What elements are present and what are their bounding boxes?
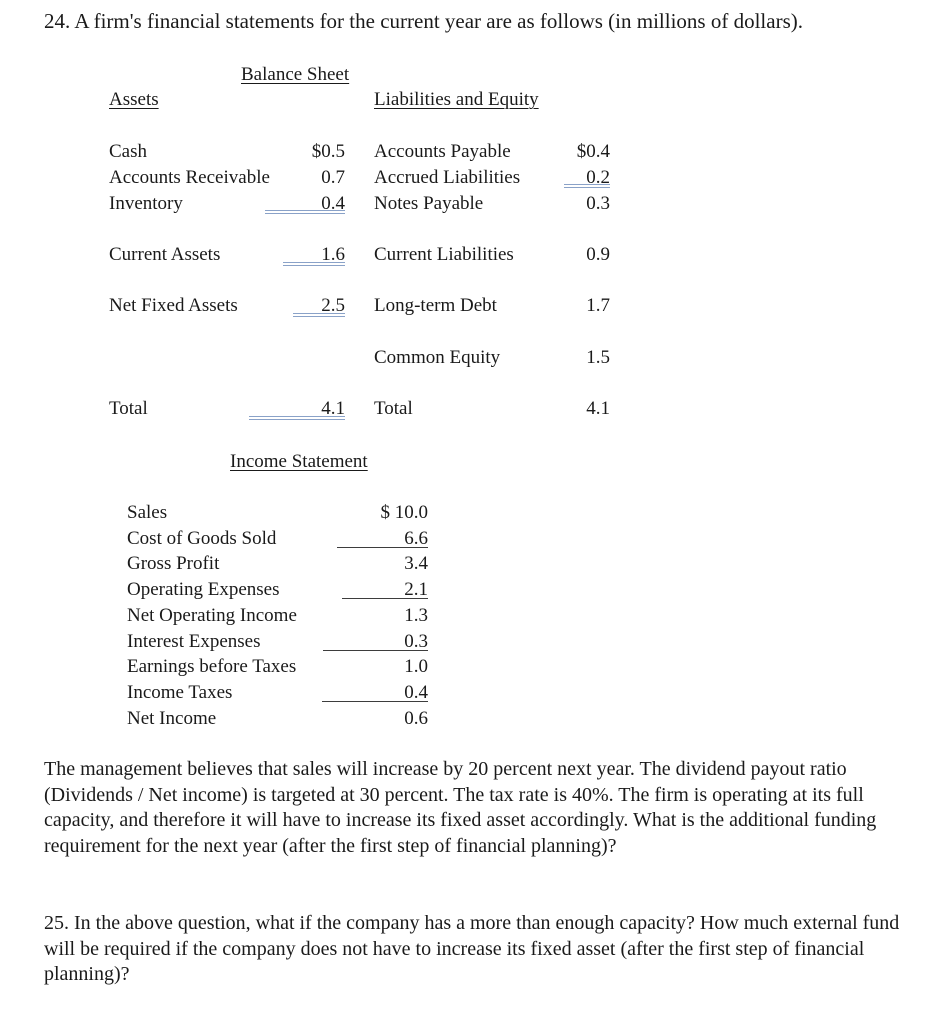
current-liabilities-value: 0.9: [586, 244, 610, 265]
interest-expenses-label: Interest Expenses: [127, 631, 261, 652]
cash-value: $0.5: [311, 141, 345, 162]
liabilities-equity-header: Liabilities and Equity: [374, 89, 539, 110]
accrued-liabilities-label: Accrued Liabilities: [374, 167, 521, 188]
net-fixed-assets-underline: [293, 313, 345, 317]
question-24-paragraph: The management believes that sales will increase by 20 percent next year. The dividend payout ratio (Dividends / Net income) is targeted at 30 percent. The tax rate is 40%. The firm is operating at its full capacity, and therefore it will have to increase its fixed asset accordingly. What is the additional funding requirement for the next year (after the first step of financial planning)?: [44, 758, 877, 857]
current-assets-label: Current Assets: [109, 244, 221, 265]
cogs-underline: [337, 547, 428, 548]
accounts-payable-label: Accounts Payable: [374, 141, 511, 162]
question-24-intro: 24. A firm's financial statements for the current year are as follows (in millions of dollars).: [44, 9, 803, 33]
balance-sheet-title: Balance Sheet: [241, 64, 350, 85]
total-liabilities-equity-value: 4.1: [586, 398, 610, 419]
accrued-liabilities-value: 0.2: [586, 167, 610, 188]
sales-label: Sales: [127, 502, 168, 523]
accounts-receivable-label: Accounts Receivable: [109, 167, 270, 188]
sales-value: $ 10.0: [380, 502, 428, 523]
notes-payable-value: 0.3: [586, 193, 610, 214]
gross-profit-value: 3.4: [404, 553, 428, 574]
operating-expenses-label: Operating Expenses: [127, 579, 280, 600]
accounts-receivable-value: 0.7: [321, 167, 345, 188]
net-income-value: 0.6: [404, 708, 428, 729]
net-income-label: Net Income: [127, 708, 217, 729]
inventory-underline: [265, 210, 345, 214]
income-taxes-underline: [322, 701, 428, 702]
total-assets-underline: [249, 416, 345, 420]
income-taxes-label: Income Taxes: [127, 682, 233, 703]
current-assets-value: 1.6: [321, 244, 345, 265]
accrued-liabilities-underline: [564, 184, 610, 188]
question-25-paragraph: 25. In the above question, what if the company has a more than enough capacity? How much external fund will be required if the company does not have to increase its fixed asset (after the first step of financial planning)?: [44, 912, 900, 985]
gross-profit-label: Gross Profit: [127, 553, 220, 574]
total-assets-label: Total: [109, 398, 148, 419]
net-fixed-assets-label: Net Fixed Assets: [109, 295, 238, 316]
income-taxes-value: 0.4: [404, 682, 428, 703]
cogs-value: 6.6: [404, 528, 428, 549]
total-liabilities-equity-label: Total: [374, 398, 413, 419]
earnings-before-taxes-label: Earnings before Taxes: [127, 656, 297, 677]
net-operating-income-value: 1.3: [404, 605, 428, 626]
assets-header: Assets: [109, 89, 159, 110]
long-term-debt-label: Long-term Debt: [374, 295, 497, 316]
notes-payable-label: Notes Payable: [374, 193, 484, 214]
common-equity-value: 1.5: [586, 347, 610, 368]
income-statement-title: Income Statement: [230, 451, 368, 472]
operating-expenses-underline: [342, 598, 428, 599]
cash-label: Cash: [109, 141, 147, 162]
current-assets-underline: [283, 262, 345, 266]
accounts-payable-value: $0.4: [576, 141, 610, 162]
current-liabilities-label: Current Liabilities: [374, 244, 514, 265]
total-assets-value: 4.1: [321, 398, 345, 419]
inventory-value: 0.4: [321, 193, 345, 214]
inventory-label: Inventory: [109, 193, 183, 214]
net-operating-income-label: Net Operating Income: [127, 605, 297, 626]
long-term-debt-value: 1.7: [586, 295, 610, 316]
interest-expenses-underline: [323, 650, 428, 651]
common-equity-label: Common Equity: [374, 347, 501, 368]
net-fixed-assets-value: 2.5: [321, 295, 345, 316]
cogs-label: Cost of Goods Sold: [127, 528, 277, 549]
operating-expenses-value: 2.1: [404, 579, 428, 600]
earnings-before-taxes-value: 1.0: [404, 656, 428, 677]
interest-expenses-value: 0.3: [404, 631, 428, 652]
